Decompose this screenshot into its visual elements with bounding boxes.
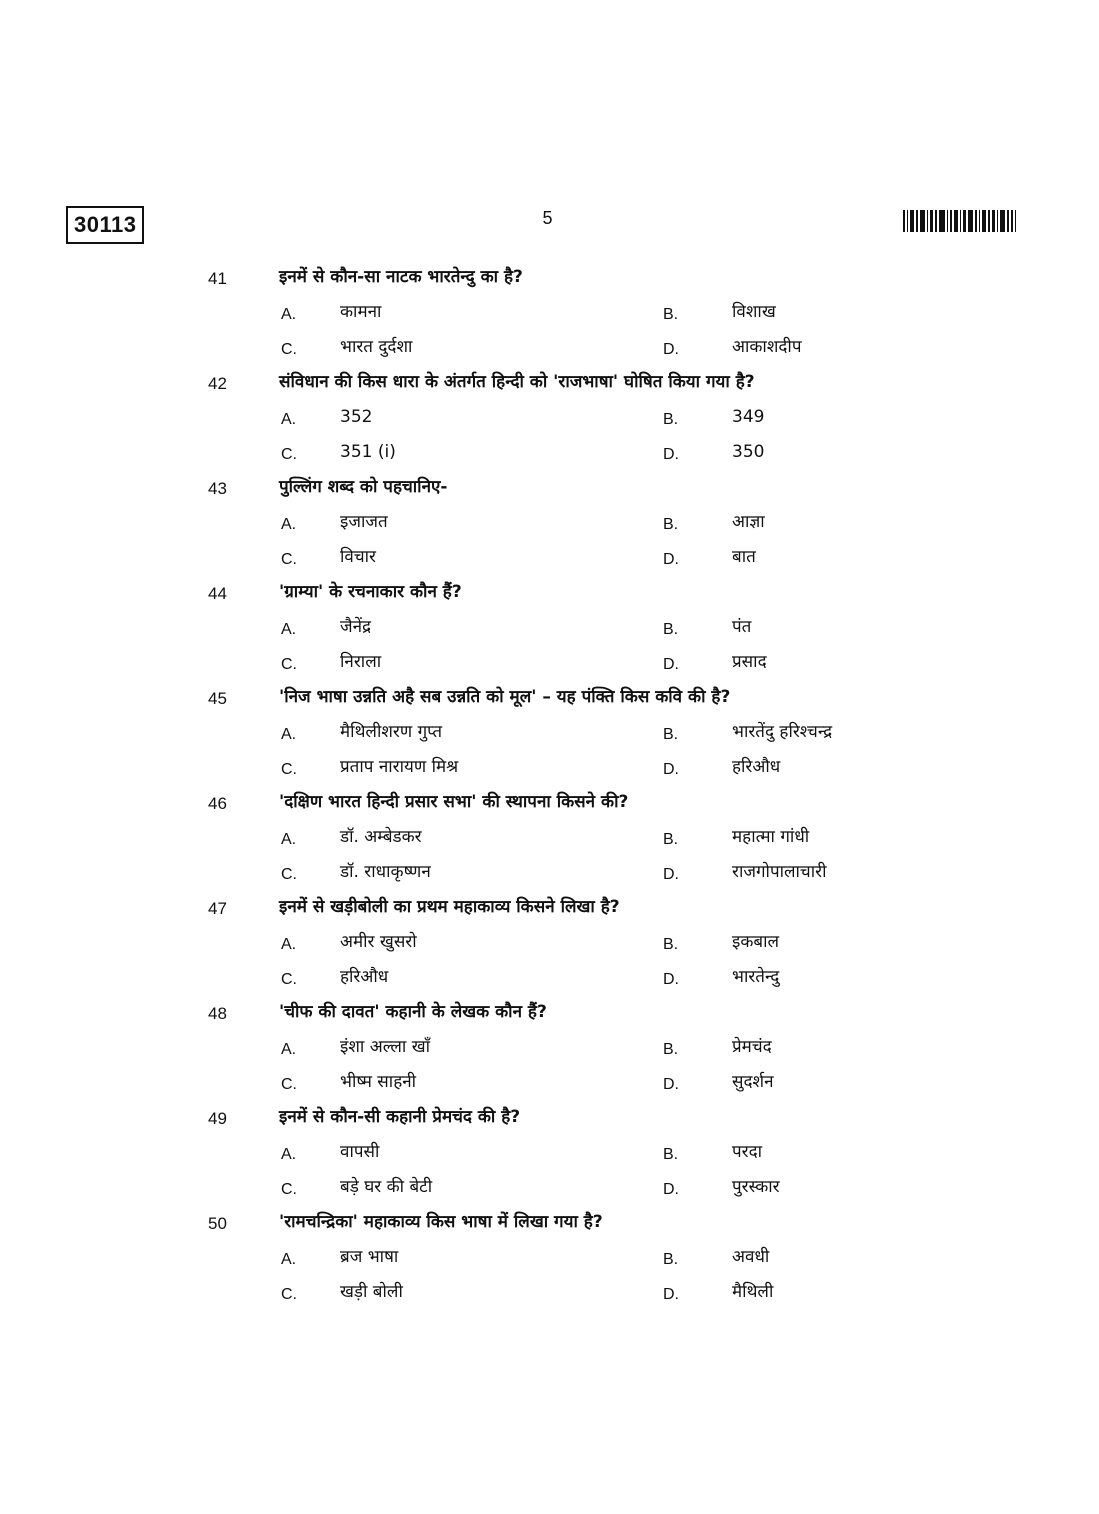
barcode-bar [916, 210, 918, 232]
option-text: पुरस्कार [732, 1177, 780, 1197]
option-text: 352 [340, 407, 373, 427]
option-letter: C. [281, 551, 297, 568]
option-text: विशाख [732, 302, 776, 322]
question-text: पुल्लिंग शब्द को पहचानिए- [279, 477, 448, 497]
option-text: कामना [340, 302, 382, 322]
barcode-bar [1000, 210, 1005, 232]
option-row [0, 540, 1099, 575]
question-text: 'ग्राम्या' के रचनाकार कौन हैं? [279, 582, 462, 602]
option-text: 350 [732, 442, 765, 462]
option-text: इकबाल [732, 932, 780, 952]
option-row [0, 820, 1099, 855]
question-number: 45 [208, 689, 227, 708]
barcode-bar [947, 210, 948, 232]
option-text: वापसी [340, 1142, 380, 1162]
question-row [0, 365, 1099, 400]
option-letter: D. [663, 341, 679, 358]
option-letter: D. [663, 1076, 679, 1093]
option-letter: C. [281, 1076, 297, 1093]
option-text: भारत दुर्दशा [340, 337, 413, 357]
option-letter: C. [281, 971, 297, 988]
barcode-bar [920, 210, 925, 232]
option-text: राजगोपालाचारी [732, 862, 827, 882]
page-number: 5 [542, 208, 553, 228]
question-41 [0, 260, 1099, 365]
option-text: अमीर खुसरो [340, 932, 417, 952]
question-row [0, 1205, 1099, 1240]
question-number: 43 [208, 479, 227, 498]
option-letter: B. [663, 936, 679, 953]
option-text: प्रसाद [732, 652, 767, 672]
barcode-bar [992, 210, 995, 232]
barcode-bar [1011, 210, 1013, 232]
option-text: प्रताप नारायण मिश्र [340, 757, 459, 777]
barcode-image [903, 210, 1033, 232]
option-letter: B. [663, 1146, 679, 1163]
question-number: 42 [208, 374, 227, 393]
option-row [0, 295, 1099, 330]
option-text: प्रेमचंद [732, 1037, 772, 1057]
question-49 [0, 1100, 1099, 1205]
option-row [0, 435, 1099, 470]
question-row [0, 470, 1099, 505]
option-text: इजाजत [340, 512, 388, 532]
option-letter: C. [281, 866, 297, 883]
barcode-bar [968, 210, 973, 232]
question-43 [0, 470, 1099, 575]
option-text: बड़े घर की बेटी [340, 1177, 433, 1197]
page-header [0, 200, 1099, 250]
question-number: 46 [208, 794, 227, 813]
option-text: भारतेंदु हरिश्चन्द्र [732, 722, 833, 742]
option-text: खड़ी बोली [340, 1282, 403, 1302]
barcode-bar [1007, 210, 1009, 232]
option-text: भीष्म साहनी [340, 1072, 417, 1092]
barcode-bar [903, 210, 905, 232]
option-row [0, 610, 1099, 645]
option-letter: D. [663, 1286, 679, 1303]
option-letter: B. [663, 726, 679, 743]
option-row [0, 1065, 1099, 1100]
option-text: मैथिली [732, 1282, 774, 1302]
option-row [0, 330, 1099, 365]
barcode-bar [963, 210, 966, 232]
option-row [0, 400, 1099, 435]
barcode-bar [939, 210, 945, 232]
question-row [0, 995, 1099, 1030]
question-row [0, 785, 1099, 820]
question-number: 49 [208, 1109, 227, 1128]
option-text: अवधी [732, 1247, 770, 1267]
option-text: ब्रज भाषा [340, 1247, 399, 1267]
option-text: इंशा अल्ला खाँ [340, 1037, 431, 1057]
option-letter: B. [663, 1251, 679, 1268]
option-letter: D. [663, 551, 679, 568]
option-letter: B. [663, 411, 679, 428]
option-letter: A. [281, 1146, 297, 1163]
option-letter: B. [663, 306, 679, 323]
option-text: मैथिलीशरण गुप्त [340, 722, 443, 742]
question-number: 48 [208, 1004, 227, 1023]
question-text: 'चीफ की दावत' कहानी के लेखक कौन हैं? [279, 1002, 547, 1022]
option-row [0, 1170, 1099, 1205]
option-row [0, 1240, 1099, 1275]
question-text: 'निज भाषा उन्नति अहै सब उन्नति को मूल' – यह पंक्ति किस कवि की है? [279, 687, 731, 707]
option-letter: D. [663, 971, 679, 988]
option-text: 351 (i) [340, 442, 396, 462]
option-letter: A. [281, 621, 297, 638]
barcode-bar [988, 210, 990, 232]
option-row [0, 855, 1099, 890]
question-number: 47 [208, 899, 227, 918]
question-row [0, 890, 1099, 925]
option-letter: C. [281, 1181, 297, 1198]
question-text: इनमें से कौन-सा नाटक भारतेन्दु का है? [279, 267, 523, 287]
option-text: हरिऔध [340, 967, 389, 987]
option-letter: C. [281, 446, 297, 463]
option-letter: B. [663, 621, 679, 638]
question-text: संविधान की किस धारा के अंतर्गत हिन्दी को 'राजभाषा' घोषित किया गया है? [279, 372, 755, 392]
option-row [0, 1135, 1099, 1170]
barcode-bar [935, 210, 937, 232]
option-text: जैनेंद्र [340, 617, 372, 637]
option-text: आकाशदीप [732, 337, 802, 357]
barcode-bar [975, 210, 977, 232]
barcode-bar [927, 210, 928, 232]
option-text: महात्मा गांधी [732, 827, 810, 847]
option-letter: A. [281, 936, 297, 953]
option-text: निराला [340, 652, 382, 672]
option-row [0, 645, 1099, 680]
option-text: परदा [732, 1142, 763, 1162]
barcode-bar [1015, 210, 1016, 232]
barcode-bar [960, 210, 961, 232]
option-row [0, 925, 1099, 960]
option-text: भारतेन्दु [732, 967, 780, 987]
option-letter: A. [281, 516, 297, 533]
option-letter: A. [281, 1251, 297, 1268]
option-letter: C. [281, 656, 297, 673]
question-text: 'दक्षिण भारत हिन्दी प्रसार सभा' की स्थापना किसने की? [279, 792, 629, 812]
barcode-bar [982, 210, 986, 232]
option-row [0, 505, 1099, 540]
question-row [0, 575, 1099, 610]
question-row [0, 680, 1099, 715]
option-letter: B. [663, 516, 679, 533]
option-letter: C. [281, 341, 297, 358]
question-46 [0, 785, 1099, 890]
question-number: 50 [208, 1214, 227, 1233]
question-number: 41 [208, 269, 227, 288]
question-50 [0, 1205, 1099, 1310]
barcode-bar [997, 210, 998, 232]
barcode-bar [930, 210, 933, 232]
question-45 [0, 680, 1099, 785]
option-letter: A. [281, 306, 297, 323]
option-letter: A. [281, 411, 297, 428]
option-letter: A. [281, 1041, 297, 1058]
option-letter: B. [663, 831, 679, 848]
option-letter: B. [663, 1041, 679, 1058]
option-text: डॉ. राधाकृष्णन [340, 862, 431, 882]
question-text: 'रामचन्द्रिका' महाकाव्य किस भाषा में लिखा गया है? [279, 1212, 603, 1232]
question-44 [0, 575, 1099, 680]
option-text: डॉ. अम्बेडकर [340, 827, 422, 847]
barcode-bar [979, 210, 980, 232]
option-letter: D. [663, 1181, 679, 1198]
option-row [0, 1275, 1099, 1310]
option-row [0, 1030, 1099, 1065]
option-letter: D. [663, 761, 679, 778]
option-text: आज्ञा [732, 512, 765, 532]
question-text: इनमें से खड़ीबोली का प्रथम महाकाव्य किसने लिखा है? [279, 897, 620, 917]
question-47 [0, 890, 1099, 995]
option-letter: D. [663, 446, 679, 463]
option-letter: C. [281, 761, 297, 778]
question-row [0, 260, 1099, 295]
question-list [0, 260, 1099, 1310]
barcode-bar [910, 210, 914, 232]
option-letter: A. [281, 831, 297, 848]
option-text: पंत [732, 617, 752, 637]
option-text: सुदर्शन [732, 1072, 774, 1092]
question-48 [0, 995, 1099, 1100]
option-row [0, 750, 1099, 785]
option-letter: D. [663, 656, 679, 673]
question-row [0, 1100, 1099, 1135]
option-row [0, 715, 1099, 750]
question-text: इनमें से कौन-सी कहानी प्रेमचंद की है? [279, 1107, 521, 1127]
option-letter: C. [281, 1286, 297, 1303]
barcode-bar [954, 210, 958, 232]
option-text: बात [732, 547, 756, 567]
option-letter: D. [663, 866, 679, 883]
option-text: हरिऔध [732, 757, 781, 777]
barcode-bar [907, 210, 908, 232]
option-row [0, 960, 1099, 995]
option-text: 349 [732, 407, 765, 427]
option-text: विचार [340, 547, 377, 567]
barcode-bar [950, 210, 952, 232]
question-42 [0, 365, 1099, 470]
question-number: 44 [208, 584, 227, 603]
option-letter: A. [281, 726, 297, 743]
paper-code-box: 30113 [66, 206, 144, 244]
